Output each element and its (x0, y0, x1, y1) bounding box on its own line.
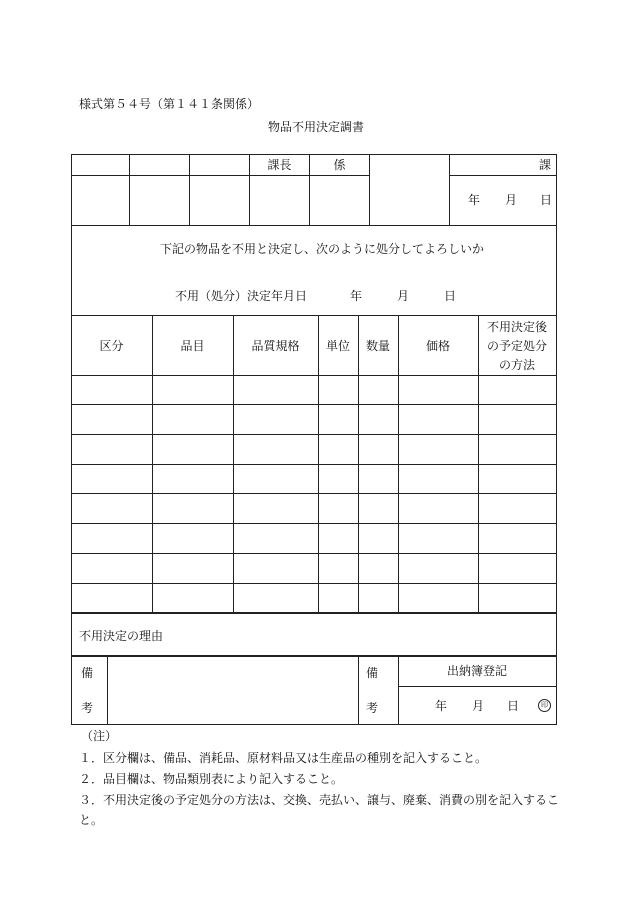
remarks-left-ko: 考 (81, 701, 94, 715)
remarks-right-bi: 備 (366, 666, 379, 680)
header-hinshitsu-kikaku: 品質規格 (251, 339, 300, 353)
kakari-label: 係 (333, 158, 346, 172)
header-hinmoku: 品目 (180, 339, 205, 353)
request-text: 下記の物品を不用と決定し、次のように処分してよろしいか (160, 242, 485, 256)
reason-label: 不用決定の理由 (79, 629, 164, 643)
decision-date-day: 日 (444, 289, 457, 303)
remarks-left-bi: 備 (81, 666, 94, 680)
approval-date-month: 月 (505, 193, 518, 207)
page-title: 物品不用決定調書 (268, 120, 365, 134)
note-1: １．区分欄は、備品、消耗品、原材料品又は生産品の種別を記入すること。 (79, 751, 488, 765)
header-kakaku: 価格 (425, 339, 450, 353)
header-tani: 単位 (325, 339, 350, 353)
header-disposal-line3: の方法 (498, 358, 535, 372)
header-suryo: 数量 (365, 339, 390, 353)
ka-label: 課 (538, 158, 551, 172)
seal-icon: 印 (538, 699, 551, 712)
header-disposal-line1: 不用決定後 (486, 320, 547, 334)
approval-date-year: 年 (468, 193, 481, 207)
header-disposal-line2: の予定処分 (486, 339, 547, 353)
ledger-date-year: 年 (435, 699, 448, 713)
decision-date-label: 不用（処分）決定年月日 (175, 289, 308, 303)
ledger-date-day: 日 (507, 699, 520, 713)
ledger-date-month: 月 (472, 699, 485, 713)
kacho-label: 課長 (267, 158, 292, 172)
form-number: 様式第５４号（第１４１条関係） (79, 97, 260, 111)
decision-date-month: 月 (397, 289, 410, 303)
notes-heading: （注） (81, 729, 118, 743)
decision-date-year: 年 (350, 289, 363, 303)
remarks-right-ko: 考 (366, 701, 379, 715)
note-3: ３．不用決定後の予定処分の方法は、交換、売払い、譲与、廃棄、消費の別を記入するこ (79, 793, 560, 807)
ledger-label: 出納簿登記 (446, 664, 507, 678)
header-kubun: 区分 (99, 339, 124, 353)
approval-date-day: 日 (540, 193, 553, 207)
note-2: ２．品目欄は、物品類別表により記入すること。 (79, 772, 344, 786)
note-3-continued: と。 (79, 813, 104, 827)
